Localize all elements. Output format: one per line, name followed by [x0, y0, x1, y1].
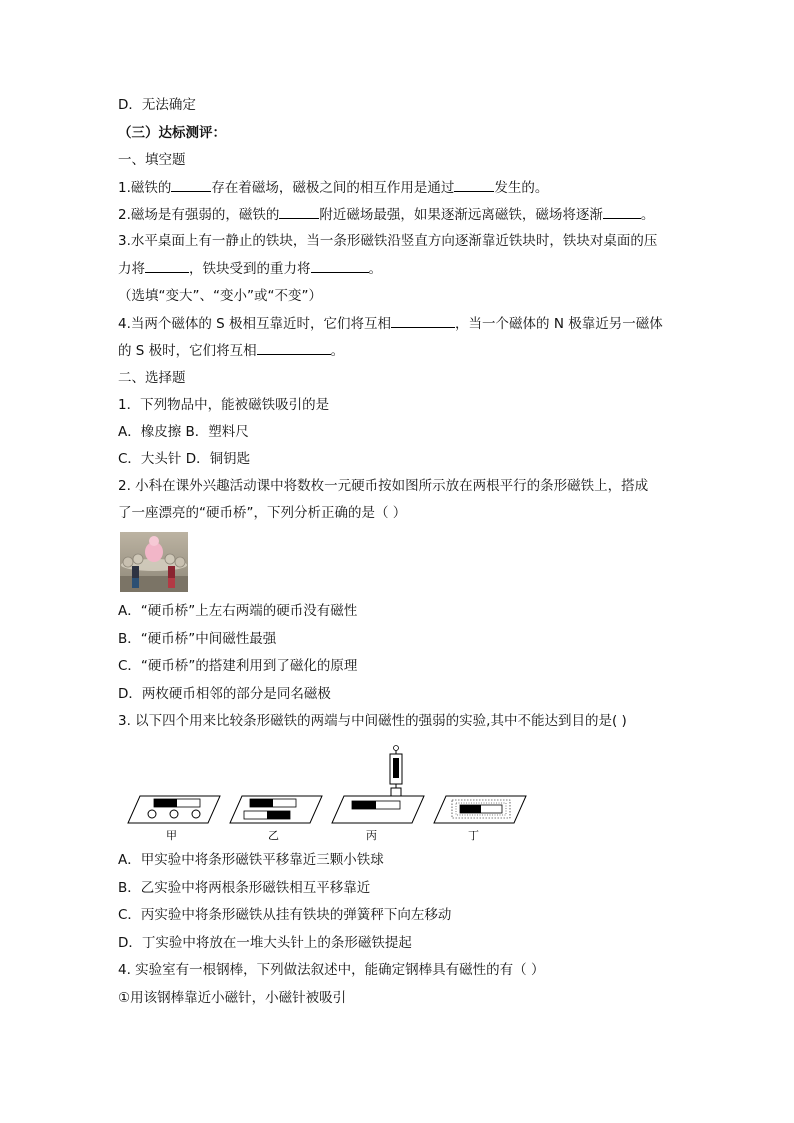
text: 。	[640, 207, 655, 223]
text: 力将	[118, 261, 145, 277]
figure-label-yi: 乙	[268, 829, 279, 842]
text: 的 S 极时，它们将互相	[118, 343, 257, 359]
text: ，当一个磁体的 N 极靠近另一磁体	[455, 316, 663, 332]
answer-blank[interactable]	[391, 314, 455, 328]
fill-question-1	[118, 178, 548, 197]
text: 4.当两个磁体的 S 极相互靠近时，它们将互相	[118, 316, 392, 332]
fill-question-3-note: （选填“变大”、“变小”或“不变”）	[118, 288, 322, 304]
figure-label-bing: 丙	[366, 829, 377, 842]
choice-question-3-option-b: B．乙实验中将两根条形磁铁相互平移靠近	[118, 880, 371, 896]
option-d-line: D．无法确定	[118, 97, 196, 113]
choice-question-2-option-b: B．“硬币桥”中间磁性最强	[118, 631, 277, 647]
choice-question-2-option-d: D．两枚硬币相邻的部分是同名磁极	[118, 686, 331, 702]
answer-blank[interactable]	[454, 178, 494, 192]
choice-question-1-options-ab: A．橡皮擦 B．塑料尺	[118, 424, 249, 440]
choice-question-2-line-2: 了一座漂亮的“硬币桥”，下列分析正确的是（ ）	[118, 505, 407, 521]
experiment-jia-diagram	[128, 796, 220, 842]
choice-question-1-options-cd: C．大头针 D．铜钥匙	[118, 451, 251, 467]
text: 1.磁铁的	[118, 180, 172, 196]
figure-label-jia: 甲	[166, 829, 177, 842]
text: 。	[330, 343, 345, 359]
fill-question-2	[118, 205, 654, 224]
text: 2.磁场是有强弱的，磁铁的	[118, 207, 280, 223]
fill-question-3-line-2	[118, 259, 382, 278]
fill-question-4-line-2	[118, 341, 344, 360]
choice-question-4-item-1: ①用该钢棒靠近小磁针，小磁针被吸引	[118, 990, 347, 1006]
text: 存在着磁场，磁极之间的相互作用是通过	[211, 180, 455, 196]
section-heading-assessment: （三）达标测评：	[118, 125, 226, 141]
choice-question-2-option-c: C．“硬币桥”的搭建利用到了磁化的原理	[118, 658, 358, 674]
choice-question-3: 3. 以下四个用来比较条形磁铁的两端与中间磁性的强弱的实验,其中不能达到目的是( )	[118, 713, 627, 729]
experiment-yi-diagram	[230, 796, 322, 842]
figure-label-ding: 丁	[468, 829, 479, 842]
choice-question-1: 1．下列物品中，能被磁铁吸引的是	[118, 397, 330, 413]
text: ，铁块受到的重力将	[189, 261, 311, 277]
answer-blank[interactable]	[257, 341, 331, 355]
fill-question-4-line-1	[118, 314, 663, 333]
magnet-experiments-figure	[122, 744, 532, 844]
choice-question-2-line-1: 2. 小科在课外兴趣活动课中将数枚一元硬币按如图所示放在两根平行的条形磁铁上，搭成	[118, 478, 649, 494]
choice-question-3-option-c: C．丙实验中将条形磁铁从挂有铁块的弹簧秤下向左移动	[118, 907, 452, 923]
coin-bridge-photo	[120, 532, 188, 592]
answer-blank[interactable]	[145, 259, 189, 273]
answer-blank[interactable]	[603, 205, 641, 219]
choice-question-4: 4. 实验室有一根钢棒，下列做法叙述中，能确定钢棒具有磁性的有（ ）	[118, 962, 545, 978]
choice-question-3-option-a: A．甲实验中将条形磁铁平移靠近三颗小铁球	[118, 852, 384, 868]
text: 。	[368, 261, 382, 277]
answer-blank[interactable]	[311, 259, 369, 273]
experiment-bing-diagram	[332, 746, 424, 843]
text: 发生的。	[494, 180, 549, 196]
heading-multiple-choice: 二、选择题	[118, 370, 186, 386]
answer-blank[interactable]	[171, 178, 211, 192]
text: 附近磁场最强，如果逐渐远离磁铁，磁场将逐渐	[319, 207, 603, 223]
fill-question-3-line-1: 3.水平桌面上有一静止的铁块，当一条形磁铁沿竖直方向逐渐靠近铁块时，铁块对桌面的压	[118, 233, 658, 249]
choice-question-2-option-a: A．“硬币桥”上左右两端的硬币没有磁性	[118, 603, 358, 619]
choice-question-3-option-d: D．丁实验中将放在一堆大头针上的条形磁铁提起	[118, 935, 412, 951]
answer-blank[interactable]	[279, 205, 319, 219]
heading-fill-blank: 一、填空题	[118, 152, 186, 168]
experiment-ding-diagram	[434, 796, 526, 842]
